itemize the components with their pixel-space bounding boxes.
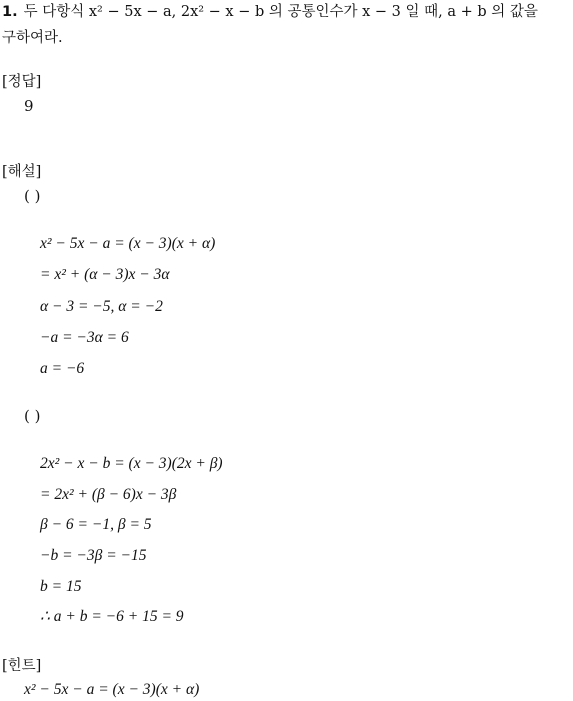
part2-step-3: β − 6 = −1, β = 5 xyxy=(40,516,152,533)
part1-marker: ( ) xyxy=(24,187,41,205)
part1-step-5: a = −6 xyxy=(40,360,85,377)
part2-step-5: b = 15 xyxy=(40,578,82,595)
answer-label: [정답] xyxy=(2,74,42,90)
part1-step-2: = x² + (α − 3)x − 3α xyxy=(40,266,170,283)
part2-step-2: = 2x² + (β − 6)x − 3β xyxy=(40,486,177,503)
hint-expression: x² − 5x − a = (x − 3)(x + α) xyxy=(24,681,200,698)
part1-step-3: α − 3 = −5, α = −2 xyxy=(40,298,163,315)
part2-step-6: ∴ a + b = −6 + 15 = 9 xyxy=(40,608,184,625)
hint-label: [힌트] xyxy=(2,658,42,674)
part1-step-1: x² − 5x − a = (x − 3)(x + α) xyxy=(40,235,216,252)
question-text-line-1: 두 다항식 x² − 5x − a, 2x² − x − b 의 공통인수가 x − 3 일 때, a + b 의 값을 xyxy=(23,4,538,20)
part2-step-4: −b = −3β = −15 xyxy=(40,547,147,564)
part1-step-4: −a = −3α = 6 xyxy=(40,329,129,346)
question-line-2: 구하여라. xyxy=(2,30,63,46)
part2-step-1: 2x² − x − b = (x − 3)(2x + β) xyxy=(40,455,223,472)
question-number: 1. xyxy=(2,4,18,20)
answer-value: 9 xyxy=(24,97,34,115)
part2-marker: ( ) xyxy=(24,407,41,425)
question-line-1 xyxy=(2,2,538,22)
explanation-label: [해설] xyxy=(2,164,42,180)
